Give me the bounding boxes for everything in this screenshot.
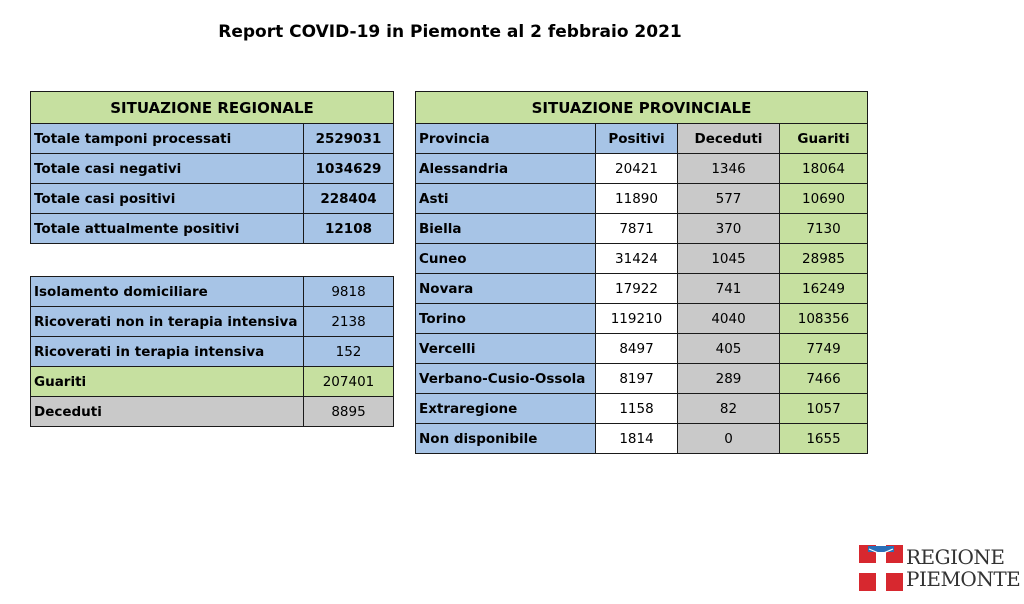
page-title: Report COVID-19 in Piemonte al 2 febbraio 2021: [218, 22, 682, 42]
row-label: Deceduti: [31, 397, 304, 427]
row-value: 2529031: [304, 124, 394, 154]
positivi-value: 1158: [596, 394, 678, 424]
positivi-value: 11890: [596, 184, 678, 214]
regional-detail-table: [30, 276, 394, 427]
table-row: [31, 277, 394, 307]
deceduti-value: 370: [678, 214, 780, 244]
row-value: 2138: [304, 307, 394, 337]
row-label: Totale attualmente positivi: [31, 214, 304, 244]
row-value: 9818: [304, 277, 394, 307]
table-row: [416, 394, 868, 424]
guariti-value: 7749: [780, 334, 868, 364]
row-value: 1034629: [304, 154, 394, 184]
regione-piemonte-emblem-icon: [859, 545, 903, 591]
province-name: Extraregione: [416, 394, 596, 424]
guariti-value: 7466: [780, 364, 868, 394]
positivi-value: 31424: [596, 244, 678, 274]
table-row: [31, 154, 394, 184]
positivi-value: 8197: [596, 364, 678, 394]
regione-piemonte-logo: [859, 545, 1019, 591]
guariti-value: 1057: [780, 394, 868, 424]
column-header: Deceduti: [678, 124, 780, 154]
row-label: Totale tamponi processati: [31, 124, 304, 154]
positivi-value: 7871: [596, 214, 678, 244]
column-header: Guariti: [780, 124, 868, 154]
province-name: Biella: [416, 214, 596, 244]
provincial-header: SITUAZIONE PROVINCIALE: [416, 92, 868, 124]
province-name: Verbano-Cusio-Ossola: [416, 364, 596, 394]
table-row: [416, 334, 868, 364]
province-name: Cuneo: [416, 244, 596, 274]
table-row: [31, 337, 394, 367]
deceduti-value: 741: [678, 274, 780, 304]
table-row: [416, 304, 868, 334]
table-row: [416, 274, 868, 304]
table-row: [31, 214, 394, 244]
deceduti-value: 0: [678, 424, 780, 454]
deceduti-value: 82: [678, 394, 780, 424]
positivi-value: 8497: [596, 334, 678, 364]
guariti-value: 16249: [780, 274, 868, 304]
table-row: [31, 307, 394, 337]
table-row: [31, 184, 394, 214]
provincial-table: [415, 91, 868, 454]
column-header: Positivi: [596, 124, 678, 154]
row-value: 228404: [304, 184, 394, 214]
guariti-value: 7130: [780, 214, 868, 244]
row-value: 8895: [304, 397, 394, 427]
table-row: [416, 154, 868, 184]
logo-text-line1: REGIONE: [906, 545, 1005, 569]
table-row: [31, 367, 394, 397]
positivi-value: 20421: [596, 154, 678, 184]
guariti-value: 10690: [780, 184, 868, 214]
deceduti-value: 1045: [678, 244, 780, 274]
table-row: [416, 364, 868, 394]
province-name: Vercelli: [416, 334, 596, 364]
row-label: Totale casi negativi: [31, 154, 304, 184]
guariti-value: 18064: [780, 154, 868, 184]
province-name: Non disponibile: [416, 424, 596, 454]
row-value: 152: [304, 337, 394, 367]
column-header: Provincia: [416, 124, 596, 154]
regional-summary-table: [30, 91, 394, 244]
table-row: [416, 184, 868, 214]
positivi-value: 119210: [596, 304, 678, 334]
logo-text-line2: PIEMONTE: [906, 567, 1021, 591]
deceduti-value: 289: [678, 364, 780, 394]
province-name: Novara: [416, 274, 596, 304]
table-row: [416, 424, 868, 454]
column-header-row: [416, 124, 868, 154]
province-name: Torino: [416, 304, 596, 334]
guariti-value: 1655: [780, 424, 868, 454]
regional-header: SITUAZIONE REGIONALE: [31, 92, 394, 124]
row-label: Isolamento domiciliare: [31, 277, 304, 307]
positivi-value: 1814: [596, 424, 678, 454]
deceduti-value: 577: [678, 184, 780, 214]
table-row: [416, 244, 868, 274]
table-row: [416, 214, 868, 244]
row-label: Totale casi positivi: [31, 184, 304, 214]
deceduti-value: 405: [678, 334, 780, 364]
table-row: [31, 124, 394, 154]
deceduti-value: 4040: [678, 304, 780, 334]
table-row: [31, 397, 394, 427]
province-name: Alessandria: [416, 154, 596, 184]
row-label: Guariti: [31, 367, 304, 397]
guariti-value: 108356: [780, 304, 868, 334]
row-label: Ricoverati non in terapia intensiva: [31, 307, 304, 337]
row-value: 12108: [304, 214, 394, 244]
deceduti-value: 1346: [678, 154, 780, 184]
province-name: Asti: [416, 184, 596, 214]
row-label: Ricoverati in terapia intensiva: [31, 337, 304, 367]
row-value: 207401: [304, 367, 394, 397]
positivi-value: 17922: [596, 274, 678, 304]
guariti-value: 28985: [780, 244, 868, 274]
